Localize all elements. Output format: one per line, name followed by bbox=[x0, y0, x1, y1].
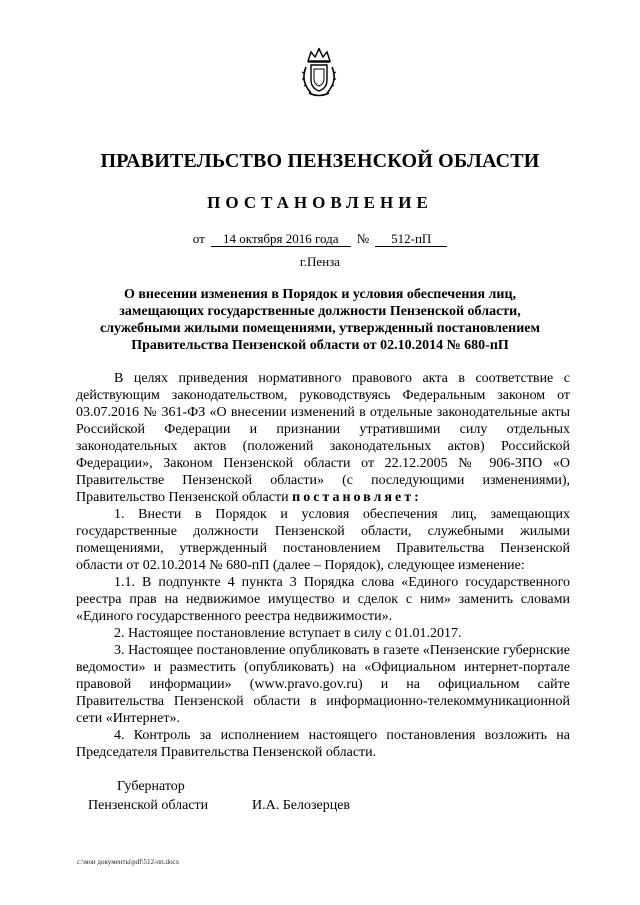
document-body bbox=[76, 370, 570, 761]
document-type: ПОСТАНОВЛЕНИЕ bbox=[207, 193, 433, 212]
document-date: 14 октября 2016 года bbox=[211, 232, 351, 247]
preamble-paragraph bbox=[76, 370, 570, 506]
date-prefix: от bbox=[192, 231, 205, 246]
city: г.Пенза bbox=[299, 254, 341, 269]
government-title: ПРАВИТЕЛЬСТВО ПЕНЗЕНСКОЙ ОБЛАСТИ bbox=[100, 150, 540, 172]
paragraph-2: 2. Настоящее постановление вступает в силу с 01.01.2017. bbox=[114, 626, 462, 641]
heading-line: служебными жилыми помещениями, утвержденный постановлением bbox=[99, 321, 541, 336]
paragraph-4: 4. Контроль за исполнением настоящего постановления возложить на Председателя Правительства Пензенской области. bbox=[76, 728, 570, 760]
paragraph-1: 1. Внести в Порядок и условия обеспечения лиц, замещающих государственные должности Пензенской области, служебными жилыми помещениями, утвержденный постановлением Правительства Пензенской области от 02.10.2014 № 680-пП (далее – Порядок), следующее изменение: bbox=[76, 507, 570, 573]
document-heading bbox=[70, 286, 570, 354]
heading-line: Правительства Пензенской области от 02.10.2014 № 680-пП bbox=[131, 338, 509, 353]
preamble-text: В целях приведения нормативного правового акта в соответствие с действующим законодательством, руководствуясь Федеральным законом от 03.07.2016 № 361-ФЗ «О внесении изменений в отдельные законодательные акты Российской Федерации и признании утратившими силу отдельных законодательных актов (положений законодательных актов) Российской Федерации», Законом Пензенской области от 22.12.2005 № 906-ЗПО «О Правительстве Пензенской области» (с последующими изменениями), Правительство Пензенской области bbox=[76, 371, 570, 505]
paragraph-3: 3. Настоящее постановление опубликовать в газете «Пензенские губернские ведомости» и разместить (опубликовать) на «Официальном интернет-портале правовой информации» (www.pravo.gov.ru) и на официальном сайте Правительства Пензенской области в информационно-телекоммуникационной сети «Интернет». bbox=[76, 643, 570, 726]
number-sign: № bbox=[356, 231, 370, 246]
document-number: 512-пП bbox=[375, 232, 447, 247]
signatory-name: И.А. Белозерцев bbox=[252, 798, 351, 813]
heading-line: О внесении изменения в Порядок и условия обеспечения лиц, bbox=[123, 287, 517, 302]
coat-of-arms-emblem bbox=[299, 47, 339, 99]
resolves-word: постановляет: bbox=[292, 490, 422, 505]
file-path-footer: c:\мои документы\pdf\512-пп.docx bbox=[77, 858, 180, 866]
signatory-title: Губернатор bbox=[117, 779, 185, 794]
date-number-line bbox=[0, 231, 640, 247]
paragraph-1-1: 1.1. В подпункте 4 пункта 3 Порядка слова «Единого государственного реестра прав на недвижимое имущество и сделок с ним» заменить словами «Единого государственного реестра недвижимости». bbox=[76, 575, 570, 624]
heading-line: замещающих государственные должности Пензенской области, bbox=[119, 304, 521, 319]
signatory-region: Пензенской области bbox=[88, 798, 209, 813]
